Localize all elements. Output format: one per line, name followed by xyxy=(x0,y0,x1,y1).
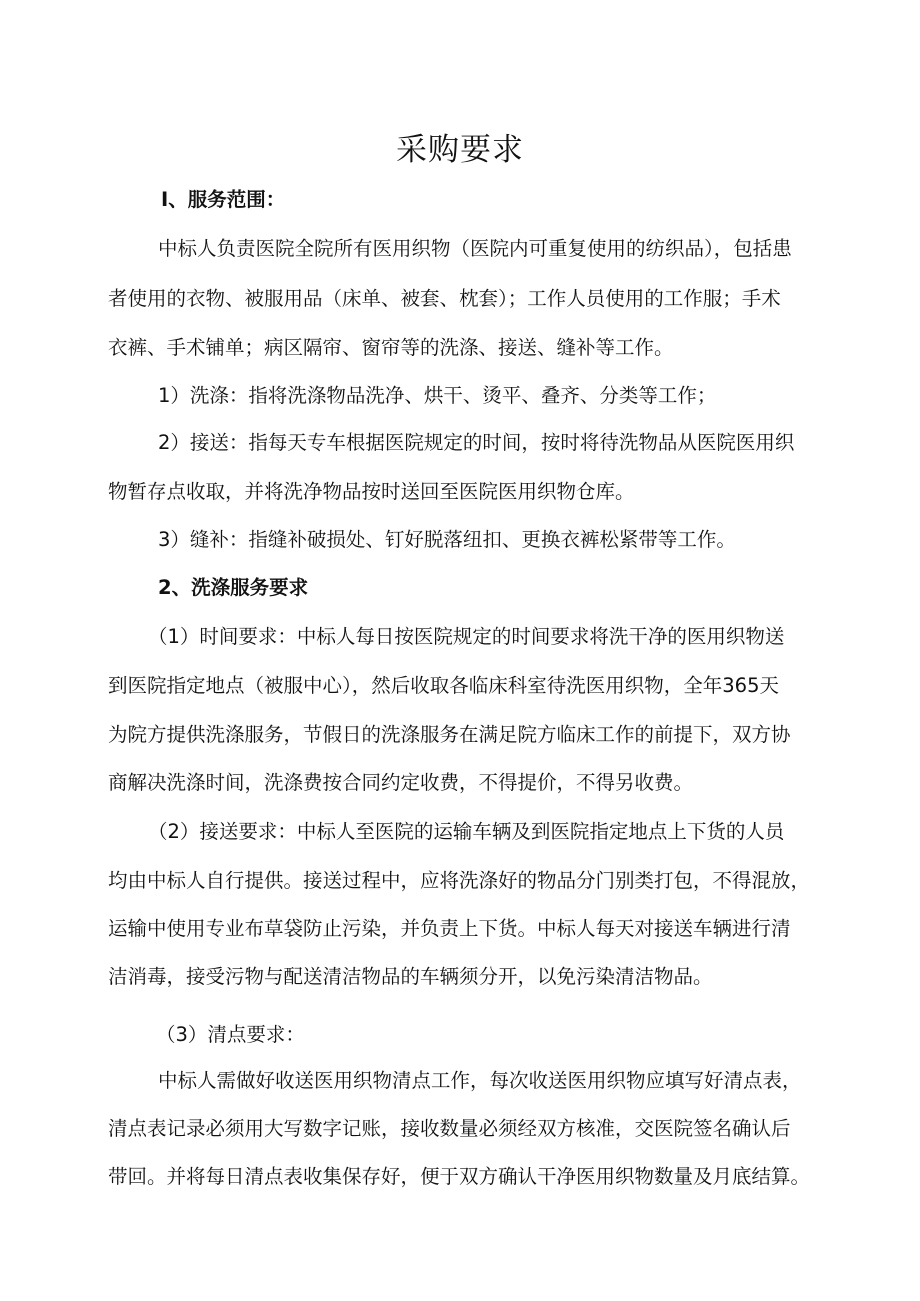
paragraph-line: 到医院指定地点（被服中心），然后收取各临床科室待洗医用织物，全年365天 xyxy=(108,674,779,697)
section-heading-scope: I、服务范围： xyxy=(161,188,286,211)
page-title: 采购要求 xyxy=(396,132,524,168)
paragraph-line: 带回。并将每日清点表收集保存好，便于双方确认干净医用织物数量及月底结算。 xyxy=(108,1165,811,1188)
paragraph-line: 者使用的衣物、被服用品（床单、被套、枕套）；工作人员使用的工作服；手术 xyxy=(108,287,781,310)
section-heading-washing: 2、洗涤服务要求 xyxy=(158,576,309,599)
paragraph-line: 中标人需做好收送医用织物清点工作，每次收送医用织物应填写好清点表， xyxy=(158,1069,802,1092)
paragraph-line: 为院方提供洗涤服务，节假日的洗涤服务在满足院方临床工作的前提下，双方协 xyxy=(108,723,791,746)
list-item-washing: 1）洗涤：指将洗涤物品洗净、烘干、烫平、叠齐、分类等工作； xyxy=(158,384,717,407)
paragraph-line: 清点表记录必须用大写数字记账，接收数量必须经双方核准，交医院签名确认后 xyxy=(108,1117,791,1140)
subheading-count: （3）清点要求： xyxy=(156,1023,305,1046)
paragraph-line: 均由中标人自行提供。接送过程中，应将洗涤好的物品分门别类打包，不得混放， xyxy=(108,869,811,892)
paragraph-line: 洁消毒，接受污物与配送清洁物品的车辆须分开，以免污染清洁物品。 xyxy=(108,965,713,988)
paragraph-line: 运输中使用专业布草袋防止污染，并负责上下货。中标人每天对接送车辆进行清 xyxy=(108,917,791,940)
list-item-transport: 2）接送：指每天专车根据医院规定的时间，按时将待洗物品从医院医用织 xyxy=(158,431,795,454)
paragraph-line: 商解决洗涤时间，洗涤费按合同约定收费，不得提价，不得另收费。 xyxy=(108,771,694,794)
list-item-mending: 3）缝补：指缝补破损处、钉好脱落纽扣、更换衣裤松紧带等工作。 xyxy=(158,528,736,551)
paragraph-line: （2）接送要求：中标人至医院的运输车辆及到医院指定地点上下货的人员 xyxy=(148,820,785,843)
paragraph-line: 衣裤、手术铺单；病区隔帘、窗帘等的洗涤、接送、缝补等工作。 xyxy=(108,336,674,359)
paragraph-line: 物暂存点收取，并将洗净物品按时送回至医院医用织物仓库。 xyxy=(108,480,635,503)
paragraph-line: 中标人负责医院全院所有医用织物（医院内可重复使用的纺织品），包括患 xyxy=(158,237,792,260)
paragraph-line: （1）时间要求：中标人每日按医院规定的时间要求将洗干净的医用织物送 xyxy=(148,625,785,648)
